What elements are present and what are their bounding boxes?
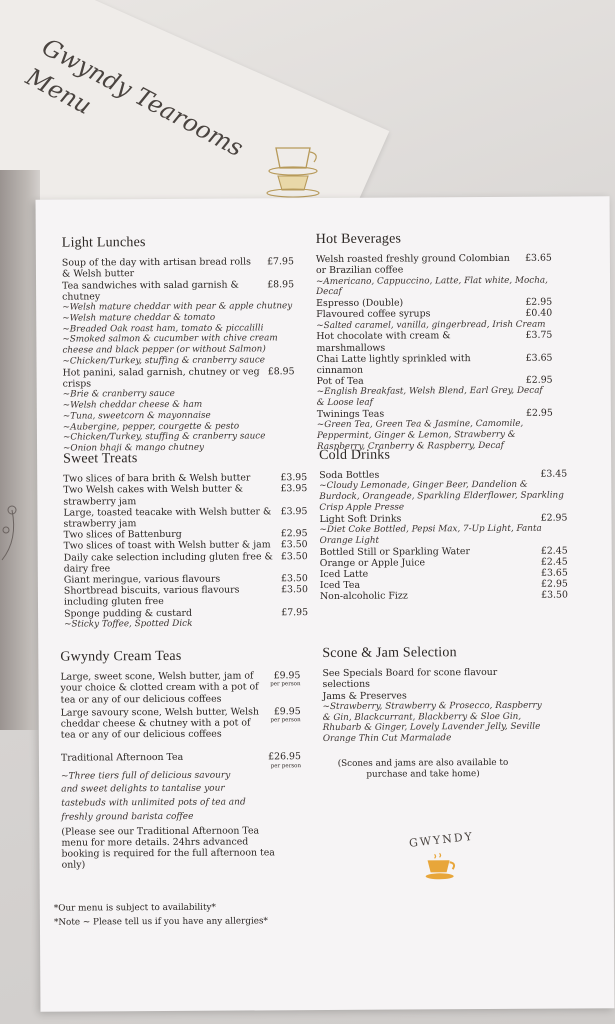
background-menu-title: Gwyndy Tearooms Menu [21, 32, 248, 163]
specials-board-line: See Specials Board for scone flavour selections [322, 667, 498, 691]
logo-text: GWYNDY [408, 829, 475, 850]
hot-beverages-heading: Hot Beverages [315, 231, 402, 248]
menu-sheet [36, 196, 615, 1011]
menu-item: Iced Latte £3.65 [319, 567, 568, 581]
menu-item: Welsh roasted freshly ground Colombian or Brazilian coffee £3.65 [315, 252, 552, 277]
menu-item: Traditional Afternoon Tea £26.95 per person [60, 751, 302, 769]
cream-teas-section [60, 650, 301, 871]
menu-item: Iced Tea £2.95 [319, 578, 568, 592]
scone-jam-heading: Scone & Jam Selection [322, 645, 457, 662]
menu-item: Daily cake selection including gluten free & dairy free £3.50 [63, 550, 308, 575]
menu-item: Bottled Still or Sparkling Water £2.45 [319, 545, 568, 558]
menu-item: Soup of the day with artisan bread rolls & Welsh butter £7.95 [61, 256, 294, 281]
gwyndy-logo [401, 829, 481, 882]
option-line: ~Aubergine, pepper, courgette & pesto [62, 421, 240, 433]
scone-jam-section [322, 647, 545, 782]
sweet-treats-heading: Sweet Treats [63, 451, 138, 467]
cold-drinks-heading: Cold Drinks [319, 447, 391, 464]
option-line: ~Salted caramel, vanilla, gingerbread, Irish Cream [316, 319, 546, 331]
menu-item: Non-alcoholic Fizz £3.50 [319, 589, 568, 603]
option-line: ~Chicken/Turkey, stuffing & cranberry sauce [62, 431, 266, 443]
sweet-treats-section [63, 452, 308, 630]
option-line: ~Strawberry, Strawberry & Prosecco, Raspberry & Gin, Blackcurrant, Blackberry & Sloe Gin, Rhubarb & Ginger, Lovely Lavender Jelly, Seville Orange Thin Cut Marmalade [322, 700, 542, 745]
menu-item: Twinings Teas £2.95 [316, 407, 553, 421]
option-line: ~Welsh mature cheddar with pear & apple chutney [62, 301, 293, 313]
menu-item: Flavoured coffee syrups £0.40 [316, 308, 553, 321]
menu-item: Tea sandwiches with salad garnish & chutney £8.95 [62, 278, 295, 303]
cold-drinks-section [319, 449, 568, 603]
menu-item: Espresso (Double) £2.95 [316, 296, 553, 310]
floral-illustration-icon [0, 490, 40, 570]
menu-item: Shortbread biscuits, various flavours including gluten free £3.50 [63, 584, 308, 609]
option-line: ~Cloudy Lemonade, Ginger Beer, Dandelion & Burdock, Orangeade, Sparkling Elderflower, Sparkling Crisp Apple Presse [319, 480, 564, 514]
menu-item: Soda Bottles £3.45 [319, 468, 568, 482]
option-line: ~Brie & cranberry sauce [62, 389, 175, 400]
jams-preserves-line: Jams & Preserves [322, 690, 407, 702]
menu-item: Two slices of toast with Welsh butter & jam £3.50 [63, 539, 308, 553]
light-lunches-section [62, 236, 295, 454]
menu-item: Large savoury scone, Welsh butter, Welsh cheddar cheese & chutney with a pot of tea or any of our delicious coffees £9.95 per person [60, 705, 301, 741]
menu-item: Giant meringue, various flavours £3.50 [63, 573, 308, 586]
menu-item: Hot chocolate with cream & marshmallows £3.75 [316, 330, 553, 354]
menu-item: Hot panini, salad garnish, chutney or veg crisps £8.95 [62, 365, 295, 390]
availability-note: *Our menu is subject to availability* [53, 902, 216, 914]
menu-item: Orange or Apple Juice £2.45 [319, 556, 568, 569]
option-line: ~English Breakfast, Welsh Blend, Earl Grey, Decaf & Loose leaf [316, 386, 543, 409]
teacup-illustration-icon [258, 138, 324, 200]
light-lunches-heading: Light Lunches [61, 235, 146, 251]
menu-item: Chai Latte lightly sprinkled with cinnamon £3.65 [316, 352, 553, 377]
menu-item: Two slices of Battenburg £2.95 [63, 528, 308, 541]
option-line: ~Smoked salmon & cucumber with chive cream cheese and black pepper (or without Salmon) [62, 333, 278, 356]
option-line: ~Diet Coke Bottled, Pepsi Max, 7-Up Light, Fanta Orange Light [319, 523, 542, 546]
option-line: ~Tuna, sweetcorn & mayonnaise [62, 410, 211, 422]
option-line: ~Breaded Oak roast ham, tomato & piccalilli [62, 322, 264, 335]
option-line: ~Welsh cheddar cheese & ham [62, 399, 203, 411]
menu-item: Two Welsh cakes with Welsh butter & strawberry jam £3.95 [63, 483, 308, 508]
hot-beverages-section [316, 233, 553, 453]
option-line: ~Green Tea, Green Tea & Jasmine, Camomile, Peppermint, Ginger & Lemon, Strawberry & Raspberry, Cranberry & Raspberry, Decaf [316, 419, 524, 452]
teacup-logo-icon [424, 852, 460, 882]
option-line: ~Onion bhaji & mango chutney [63, 442, 205, 454]
option-line: ~Welsh mature cheddar & tomato [62, 312, 216, 324]
menu-item: Sponge pudding & custard £7.95 [64, 606, 309, 620]
option-line: ~Americano, Cappuccino, Latte, Flat white, Mocha, Decaf [316, 275, 548, 298]
menu-item: Two slices of bara brith & Welsh butter £3.95 [63, 472, 308, 485]
option-line: ~Sticky Toffee, Spotted Dick [64, 618, 193, 630]
menu-item: Large, toasted teacake with Welsh butter & strawberry jam £3.95 [63, 505, 308, 530]
afternoon-tea-note: (Please see our Traditional Afternoon Tea menu for more details. 24hrs advanced booking is required for the full afternoon tea only) [61, 825, 275, 872]
background-shadow [0, 170, 40, 730]
allergy-note: *Note ~ Please tell us if you have any allergies* [53, 916, 268, 928]
footer-notes [54, 900, 268, 929]
menu-item: Pot of Tea £2.95 [316, 374, 553, 388]
cream-teas-heading: Gwyndy Cream Teas [60, 648, 182, 665]
option-line: ~Three tiers full of delicious savoury and sweet delights to tantalise your tastebuds with unlimited pots of tea and freshly ground barista coffee [61, 770, 246, 823]
scone-take-home-note: (Scones and jams are also available to purchase and take home) [337, 757, 509, 780]
menu-item: Light Soft Drinks £2.95 [319, 512, 568, 525]
menu-item: Large, sweet scone, Welsh butter, jam of your choice & clotted cream with a pot of tea or any of our delicious coffees £9.95 per person [60, 670, 301, 706]
option-line: ~Chicken/Turkey, stuffing & cranberry sauce [62, 355, 265, 367]
